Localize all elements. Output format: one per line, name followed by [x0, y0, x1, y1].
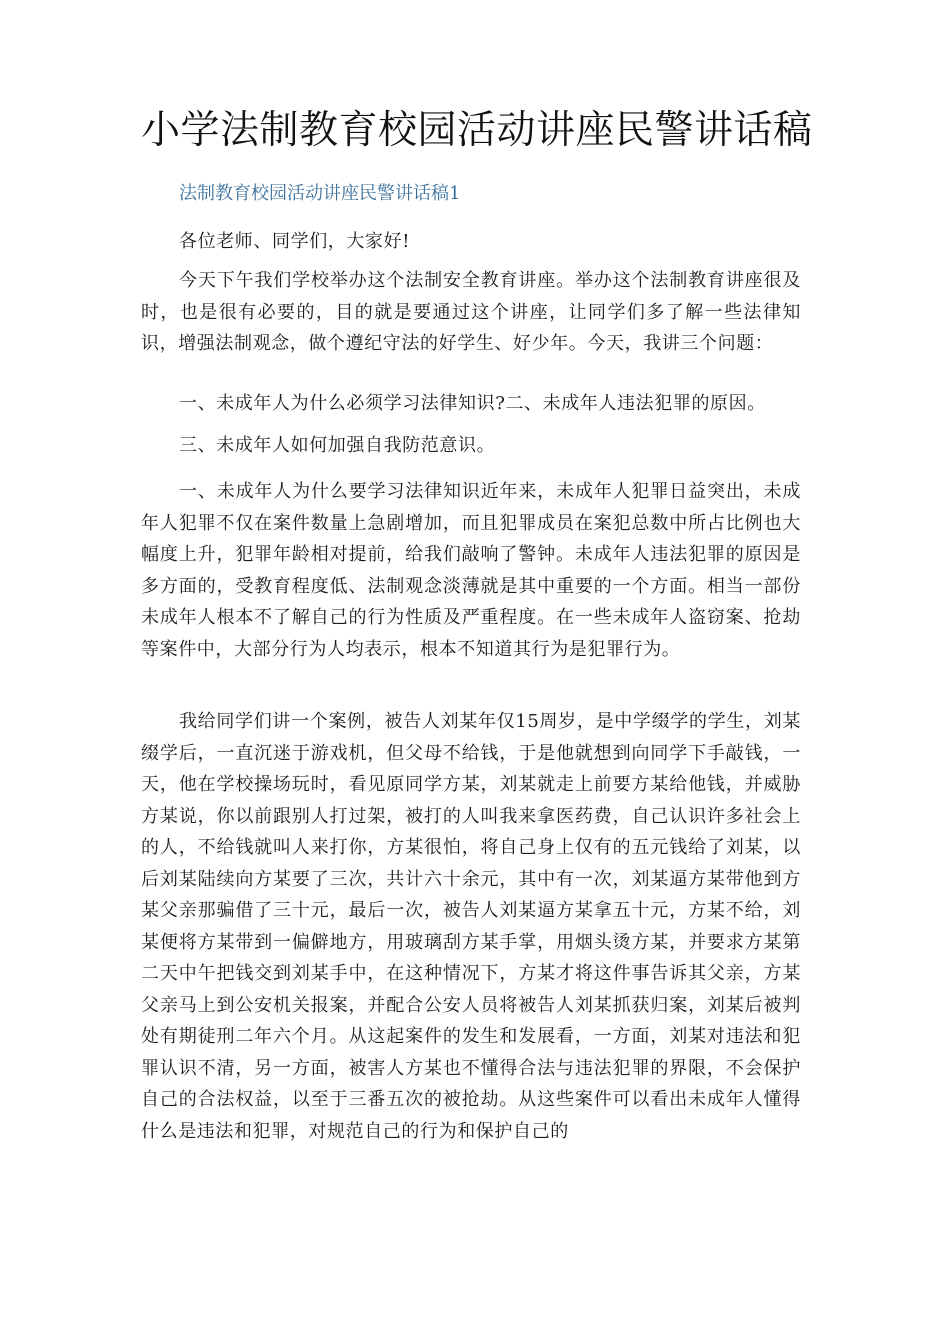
- paragraph-intro: 今天下午我们学校举办这个法制安全教育讲座。举办这个法制教育讲座很及时，也是很有必要的，目的就是要通过这个讲座，让同学们多了解一些法律知识，增强法制观念，做个遵纪守法的好学生、好少年。今天，我讲三个问题：: [141, 270, 801, 354]
- paragraph-section-one: 一、未成年人为什么要学习法律知识近年来，未成年人犯罪日益突出，未成年人犯罪不仅在案件数量上急剧增加，而且犯罪成员在案犯总数中所占比例也大幅度上升，犯罪年龄相对提前，给我们敲响了警钟。未成年人违法犯罪的原因是多方面的，受教育程度低、法制观念淡薄就是其中重要的一个方面。相当一部份未成年人根本不了解自己的行为性质及严重程度。在一些未成年人盗窃案、抢劫等案件中，大部分行为人均表示，根本不知道其行为是犯罪行为。: [141, 481, 801, 660]
- paragraph-topic-3: 三、未成年人如何加强自我防范意识。: [179, 435, 496, 456]
- paragraph-topics-1-2: 一、未成年人为什么必须学习法律知识?二、未成年人违法犯罪的原因。: [179, 393, 766, 414]
- paragraph-greeting: 各位老师、同学们，大家好!: [179, 231, 411, 252]
- section-heading: 法制教育校园活动讲座民警讲话稿1: [179, 183, 461, 204]
- paragraph-case-study: 我给同学们讲一个案例，被告人刘某年仅15周岁，是中学缀学的学生，刘某缀学后，一直沉迷于游戏机，但父母不给钱，于是他就想到向同学下手敲钱，一天，他在学校操场玩时，看见原同学方某，刘某就走上前要方某给他钱，并威胁方某说，你以前跟别人打过架，被打的人叫我来拿医药费，自己认识许多社会上的人，不给钱就叫人来打你，方某很怕，将自己身上仅有的五元钱给了刘某，以后刘某陆续向方某要了三次，共计六十余元，其中有一次，刘某逼方某带他到方某父亲那骗借了三十元，最后一次，被告人刘某逼方某拿五十元，方某不给，刘某便将方某带到一偏僻地方，用玻璃刮方某手掌，用烟头烫方某，并要求方某第二天中午把钱交到刘某手中，在这种情况下，方某才将这件事告诉其父亲，方某父亲马上到公安机关报案，并配合公安人员将被告人刘某抓获归案，刘某后被判处有期徒刑二年六个月。从这起案件的发生和发展看，一方面，刘某对违法和犯罪认识不清，另一方面，被害人方某也不懂得合法与违法犯罪的界限，不会保护自己的合法权益，以至于三番五次的被抢劫。从这些案件可以看出未成年人懂得什么是违法和犯罪，对规范自己的行为和保护自己的: [141, 711, 801, 1142]
- document-title: 小学法制教育校园活动讲座民警讲话稿: [141, 108, 813, 153]
